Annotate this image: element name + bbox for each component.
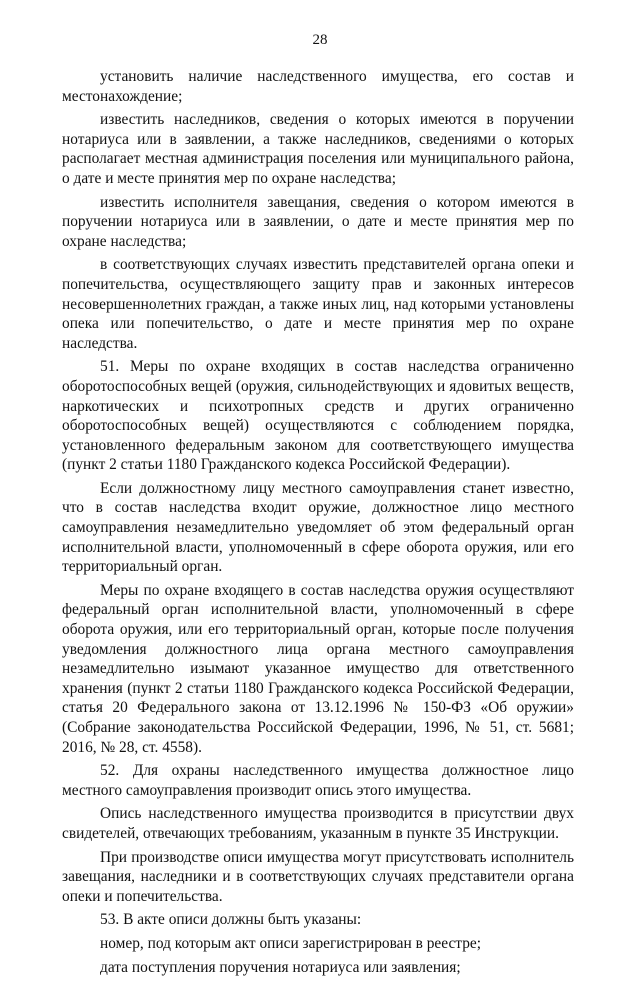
paragraph: Если должностному лицу местного самоуправления станет известно, что в состав наследства входит оружие, должностное лицо местного самоуправления незамедлительно уведомляет об этом федеральный орган исполнительной власти, уполномоченный в сфере оборота оружия, или его территориальный орган. [62, 479, 574, 576]
paragraph: установить наличие наследственного имущества, его состав и местонахождение; [62, 68, 574, 105]
paragraph-53: 53. В акте описи должны быть указаны: [100, 911, 362, 929]
paragraph: При производстве описи имущества могут присутствовать исполнитель завещания, наследники и в соответствующих случаях представители органа опеки и попечительства. [62, 848, 574, 905]
paragraph: в соответствующих случаях известить представителей органа опеки и попечительства, осуществляющего защиту прав и законных интересов несовершеннолетних граждан, а также иных лиц, над которыми установлены опека или попечительство, о дате и месте принятия мер по охране наследства. [62, 256, 574, 352]
document-body [62, 67, 574, 981]
page-number: 28 [312, 32, 328, 48]
paragraph: Меры по охране входящего в состав наследства оружия осуществляют федеральный орган исполнительной власти, уполномоченный в сфере оборота оружия, или его территориальный орган, которые после получения уведомления должностного лица органа местного самоуправления незамедлительно изымают указанное имущество для ответственного хранения (пункт 2 статьи 1180 Гражданского кодекса Российской Федерации, статья 20 Федерального закона от 13.12.1996 № 150-ФЗ «Об оружии» (Собрание законодательства Российской Федерации, 1996, № 51, ст. 5681; 2016, № 28, ст. 4558). [62, 581, 574, 756]
paragraph-51: 51. Меры по охране входящих в состав наследства ограниченно оборотоспособных вещей (оружия, сильнодействующих и ядовитых веществ, наркотических и психотропных средств и других ограниченно оборотоспособных вещей) осуществляются с соблюдением порядка, установленного федеральным законом для соответствующего имущества (пункт 2 статьи 1180 Гражданского кодекса Российской Федерации). [62, 358, 574, 474]
paragraph-52: 52. Для охраны наследственного имущества должностное лицо местного самоуправления производит опись этого имущества. [62, 762, 574, 799]
paragraph: дата поступления поручения нотариуса или заявления; [100, 958, 461, 976]
paragraph: Опись наследственного имущества производится в присутствии двух свидетелей, отвечающих требованиям, указанным в пункте 35 Инструкции. [62, 805, 574, 842]
paragraph: известить исполнителя завещания, сведения о котором имеются в поручении нотариуса или в заявлении, о дате и месте принятия мер по охране наследства; [62, 193, 574, 250]
paragraph: номер, под которым акт описи зарегистрирован в реестре; [100, 934, 481, 952]
paragraph: известить наследников, сведения о которых имеются в поручении нотариуса или в заявлении, а также наследников, сведениями о которых располагает местная администрация поселения или муниципального района, о дате и месте принятия мер по охране наследства; [62, 111, 574, 187]
